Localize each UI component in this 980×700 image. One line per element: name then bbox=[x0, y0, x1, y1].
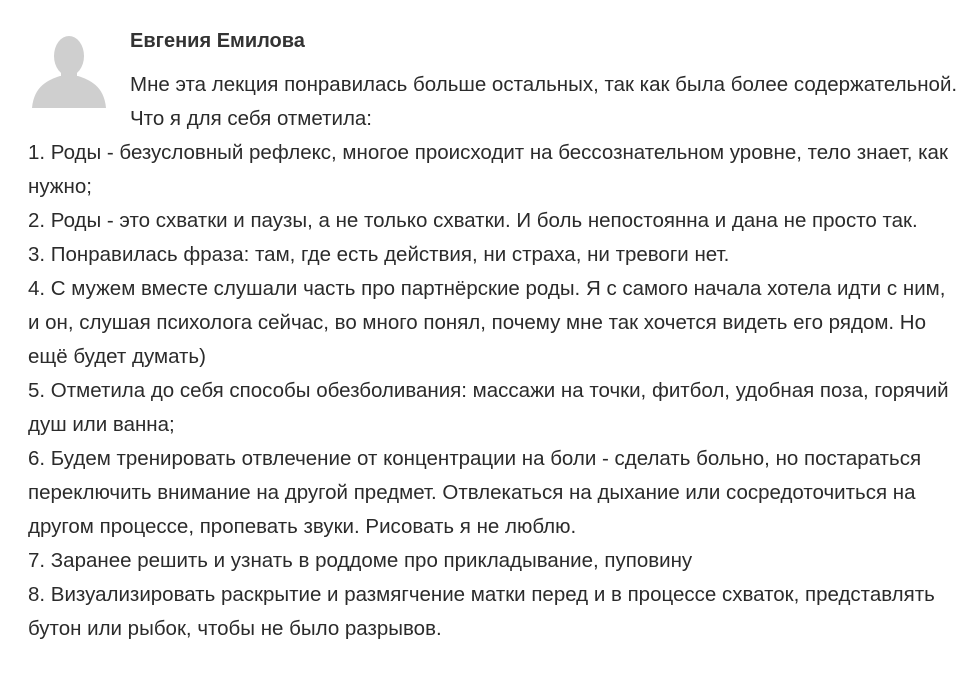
list-item: 3. Понравилась фраза: там, где есть действия, ни страха, ни тревоги нет. bbox=[28, 243, 730, 266]
avatar[interactable] bbox=[28, 26, 110, 108]
list-item: 4. С мужем вместе слушали часть про партнёрские роды. Я с самого начала хотела идти с ним, и он, слушая психолога сейчас, во много понял, почему мне так хочется видеть его рядом. Но ещё будет думать) bbox=[28, 277, 946, 368]
author-name[interactable]: Евгения Емилова bbox=[130, 30, 305, 52]
list-item: 5. Отметила до себя способы обезболивания: массажи на точки, фитбол, удобная поза, горячий душ или ванна; bbox=[28, 379, 949, 436]
comment-intro: Мне эта лекция понравилась больше остальных, так как была более содержательной. Что я для себя отметила: bbox=[130, 73, 958, 130]
comment bbox=[28, 26, 958, 646]
list-item: 8. Визуализировать раскрытие и размягчение матки перед и в процессе схваток, представлять бутон или рыбок, чтобы не было разрывов. bbox=[28, 583, 935, 640]
user-silhouette-icon bbox=[28, 26, 110, 108]
list-item: 6. Будем тренировать отвлечение от концентрации на боли - сделать больно, но постараться переключить внимание на другой предмет. Отвлекаться на дыхание или сосредоточиться на другом процессе, пропевать звуки. Рисовать я не люблю. bbox=[28, 447, 922, 538]
list-item: 7. Заранее решить и узнать в роддоме про прикладывание, пуповину bbox=[28, 549, 693, 572]
list-item: 2. Роды - это схватки и паузы, а не только схватки. И боль непостоянна и дана не просто так. bbox=[28, 209, 918, 232]
list-item: 1. Роды - безусловный рефлекс, многое происходит на бессознательном уровне, тело знает, как нужно; bbox=[28, 141, 948, 198]
comment-body bbox=[28, 26, 958, 646]
